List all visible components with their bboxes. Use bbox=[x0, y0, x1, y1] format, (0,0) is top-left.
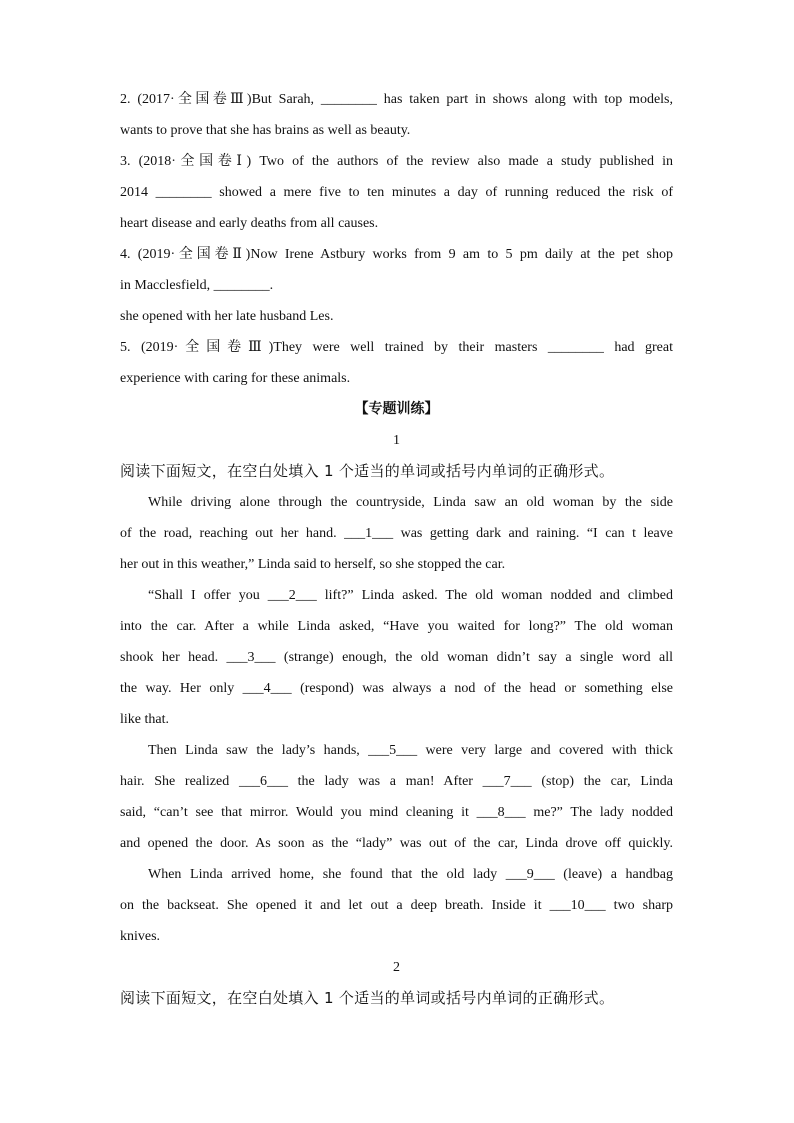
text-line: experience with caring for these animals. bbox=[120, 371, 351, 386]
text-line: said, “can’t see that mirror. Would you mind cleaning it ___8___ me?” The lady nodded bbox=[120, 805, 673, 820]
text-line: wants to prove that she has brains as well as beauty. bbox=[120, 123, 411, 138]
text-line: 5. (2019·全国卷Ⅲ)They were well trained by their masters ________ had great bbox=[120, 340, 673, 355]
text-line: While driving alone through the countryside, Linda saw an old woman by the side bbox=[148, 495, 673, 510]
text-line: she opened with her late husband Les. bbox=[120, 309, 334, 324]
text-line: heart disease and early deaths from all causes. bbox=[120, 216, 379, 231]
text-line: in Macclesfield, ________. bbox=[120, 278, 274, 293]
document-page bbox=[120, 84, 673, 1014]
instruction-text: 阅读下面短文，在空白处填入 1 个适当的单词或括号内单词的正确形式。 bbox=[120, 989, 615, 1007]
text-line: hair. She realized ___6___ the lady was a man! After ___7___ (stop) the car, Linda bbox=[120, 774, 673, 789]
text-line: 2. (2017·全国卷Ⅲ)But Sarah, ________ has taken part in shows along with top models, bbox=[120, 92, 673, 107]
text-line: on the backseat. She opened it and let out a deep breath. Inside it ___10___ two sharp bbox=[120, 898, 673, 913]
text-line: her out in this weather,” Linda said to herself, so she stopped the car. bbox=[120, 557, 506, 572]
text-line: When Linda arrived home, she found that the old lady ___9___ (leave) a handbag bbox=[148, 867, 673, 882]
passage-number: 2 bbox=[393, 960, 400, 975]
text-line: Then Linda saw the lady’s hands, ___5___ were very large and covered with thick bbox=[148, 743, 673, 758]
instruction-text: 阅读下面短文，在空白处填入 1 个适当的单词或括号内单词的正确形式。 bbox=[120, 462, 615, 480]
text-line: of the road, reaching out her hand. ___1___ was getting dark and raining. “I can t leave bbox=[120, 526, 673, 541]
text-line: shook her head. ___3___ (strange) enough, the old woman didn’t say a single word all bbox=[120, 650, 673, 665]
text-line: “Shall I offer you ___2___ lift?” Linda asked. The old woman nodded and climbed bbox=[148, 588, 673, 603]
passage-number: 1 bbox=[393, 433, 400, 448]
text-line: into the car. After a while Linda asked, “Have you waited for long?” The old woman bbox=[120, 619, 673, 634]
text-line: like that. bbox=[120, 712, 169, 727]
text-line: the way. Her only ___4___ (respond) was always a nod of the head or something else bbox=[120, 681, 673, 696]
text-line: knives. bbox=[120, 929, 161, 944]
text-line: 4. (2019·全国卷Ⅱ)Now Irene Astbury works from 9 am to 5 pm daily at the pet shop bbox=[120, 247, 673, 262]
section-heading: 【专题训练】 bbox=[354, 401, 439, 417]
text-line: and opened the door. As soon as the “lady” was out of the car, Linda drove off quickly. bbox=[120, 836, 673, 851]
text-line: 2014 ________ showed a mere five to ten minutes a day of running reduced the risk of bbox=[120, 185, 673, 200]
text-line: 3. (2018·全国卷Ⅰ) Two of the authors of the review also made a study published in bbox=[120, 154, 673, 169]
